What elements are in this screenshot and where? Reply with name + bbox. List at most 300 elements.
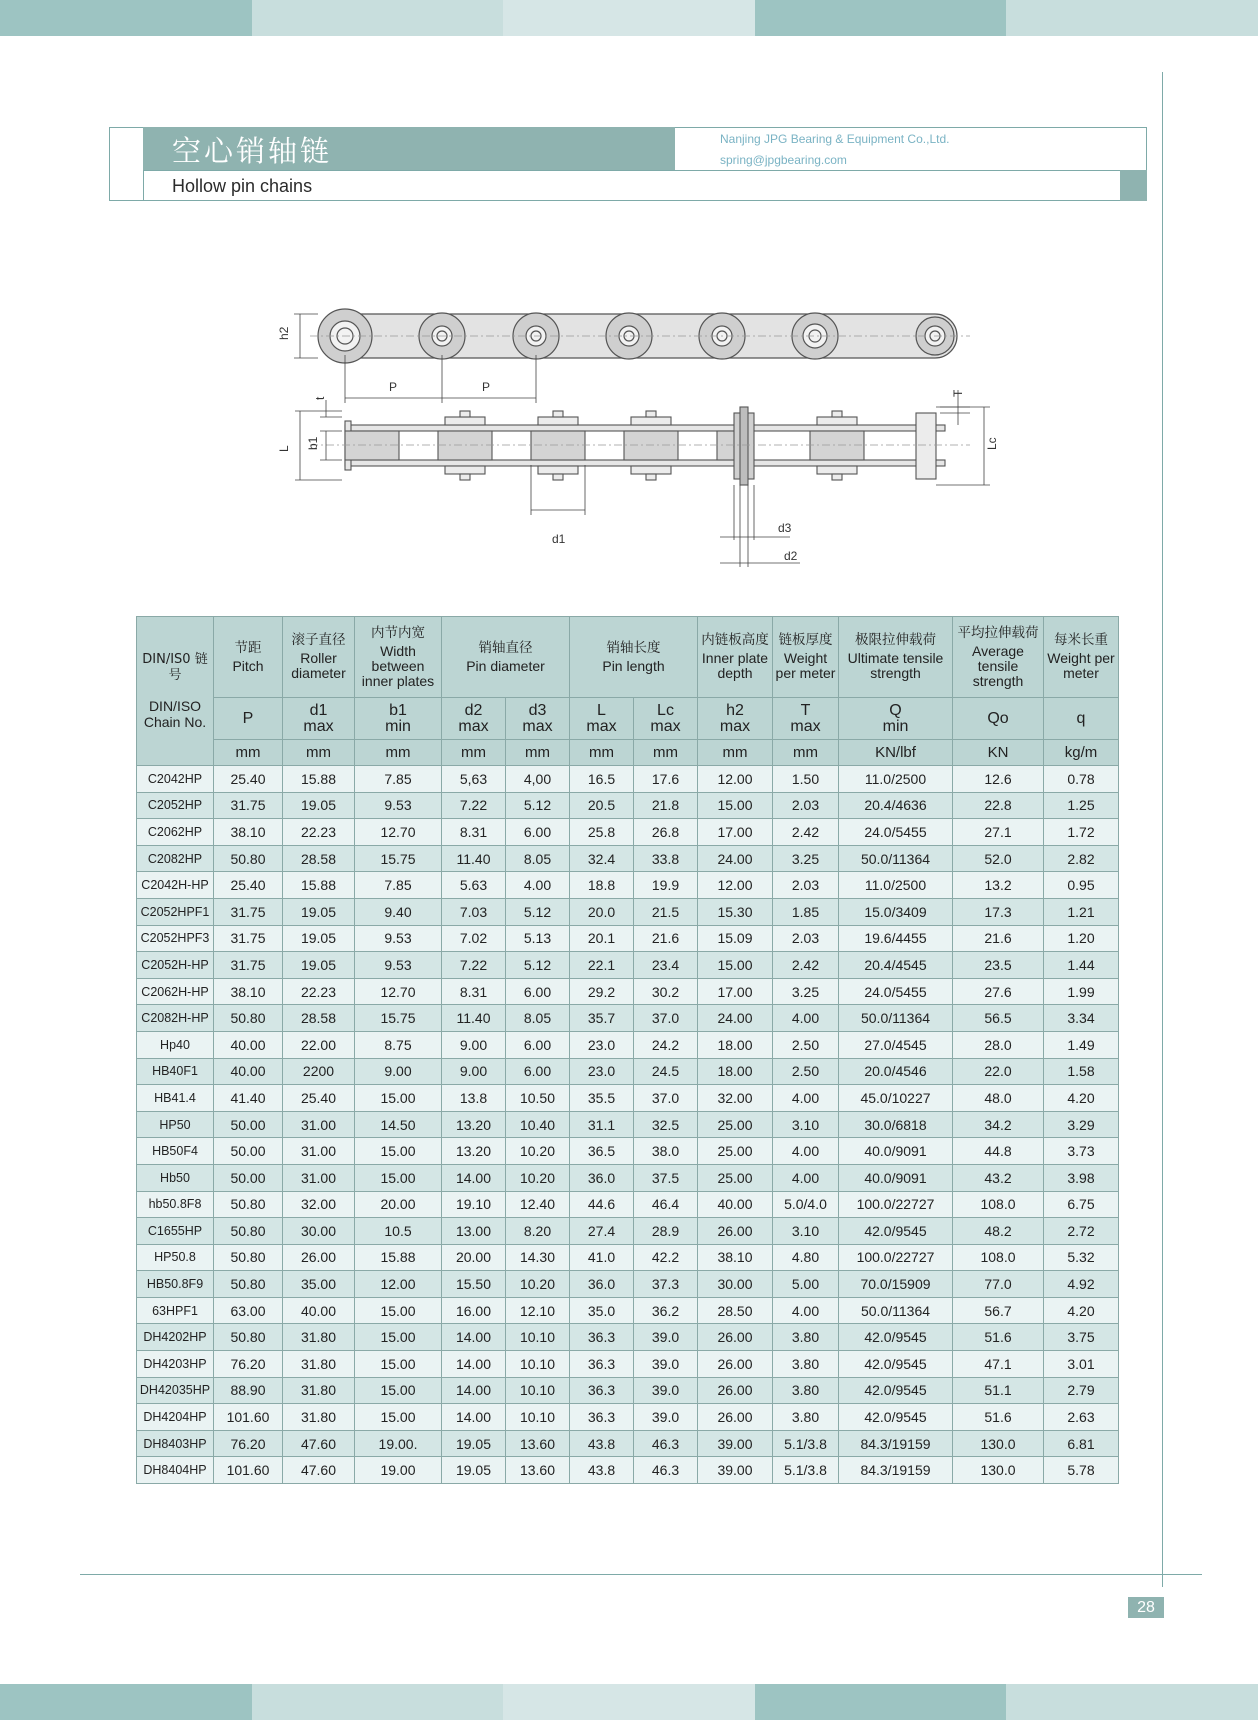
header-width — [355, 617, 442, 698]
table-cell: 8.05 — [506, 845, 570, 872]
table-cell: 19.05 — [283, 952, 355, 979]
table-cell: 26.00 — [698, 1351, 773, 1378]
table-cell: 3.01 — [1044, 1351, 1119, 1378]
header-model — [137, 617, 214, 766]
table-cell: 19.00 — [355, 1457, 442, 1484]
sym-l-qual: max — [586, 717, 617, 735]
table-cell: 8.31 — [442, 978, 506, 1005]
table-cell: 40.0/9091 — [839, 1138, 953, 1165]
sym-d1-qual: max — [303, 717, 334, 735]
chain-number-cell: DH4203HP — [137, 1351, 214, 1378]
sym-q-text: Q — [889, 701, 902, 719]
table-cell: 36.3 — [570, 1351, 634, 1378]
table-cell: 47.60 — [283, 1457, 355, 1484]
table-row — [137, 1138, 1119, 1165]
table-cell: 17.3 — [953, 898, 1044, 925]
sym-d2 — [442, 698, 506, 740]
unit-cell: mm — [506, 740, 570, 766]
table-cell: 41.0 — [570, 1244, 634, 1271]
label-t: t — [313, 396, 327, 400]
table-row — [137, 845, 1119, 872]
header-average-tensile — [953, 617, 1044, 698]
table-cell: 8.05 — [506, 1005, 570, 1032]
table-cell: 32.5 — [634, 1111, 698, 1138]
table-cell: 70.0/15909 — [839, 1271, 953, 1298]
table-cell: 15.00 — [355, 1138, 442, 1165]
table-cell: 4.20 — [1044, 1085, 1119, 1112]
table-cell: 13.2 — [953, 872, 1044, 899]
table-cell: 36.3 — [570, 1324, 634, 1351]
sym-l-text: L — [597, 701, 606, 719]
table-cell: 32.00 — [698, 1085, 773, 1112]
table-cell: 3.73 — [1044, 1138, 1119, 1165]
table-cell: 29.2 — [570, 978, 634, 1005]
sym-d3 — [506, 698, 570, 740]
table-cell: 15.0/3409 — [839, 898, 953, 925]
table-cell: 16.5 — [570, 766, 634, 793]
sym-h2-text: h2 — [726, 701, 744, 719]
table-cell: 22.23 — [283, 819, 355, 846]
table-cell: 0.78 — [1044, 766, 1119, 793]
table-cell: 34.2 — [953, 1111, 1044, 1138]
chain-number-cell: 63HPF1 — [137, 1297, 214, 1324]
header-ultimate-tensile-en: Ultimate tensile strength — [847, 650, 944, 681]
table-cell: 2200 — [283, 1058, 355, 1085]
chain-number-cell: HB50.8F9 — [137, 1271, 214, 1298]
sym-h2-qual: max — [719, 717, 751, 735]
table-cell: 5.1/3.8 — [773, 1430, 839, 1457]
table-cell: 22.8 — [953, 792, 1044, 819]
table-cell: 10.20 — [506, 1164, 570, 1191]
table-cell: 9.00 — [442, 1031, 506, 1058]
table-cell: 3.25 — [773, 845, 839, 872]
table-cell: 48.2 — [953, 1218, 1044, 1245]
table-row — [137, 1005, 1119, 1032]
table-cell: 31.75 — [214, 952, 283, 979]
table-cell: 42.0/9545 — [839, 1218, 953, 1245]
table-cell: 14.00 — [442, 1377, 506, 1404]
table-cell: 1.20 — [1044, 925, 1119, 952]
chain-number-cell: HP50 — [137, 1111, 214, 1138]
table-cell: 4.00 — [773, 1297, 839, 1324]
table-cell: 56.7 — [953, 1297, 1044, 1324]
table-cell: 2.03 — [773, 872, 839, 899]
header-pin-length-cn: 销轴长度 — [606, 639, 661, 656]
table-row — [137, 1324, 1119, 1351]
table-cell: 20.4/4636 — [839, 792, 953, 819]
header-roller-en: Roller diameter — [291, 650, 346, 681]
table-cell: 50.00 — [214, 1138, 283, 1165]
table-cell: 13.00 — [442, 1218, 506, 1245]
company-email: spring@jpgbearing.com — [720, 153, 847, 167]
sym-d1 — [283, 698, 355, 740]
table-cell: 50.80 — [214, 1271, 283, 1298]
table-cell: 31.80 — [283, 1324, 355, 1351]
table-cell: 44.8 — [953, 1138, 1044, 1165]
table-cell: 2.50 — [773, 1058, 839, 1085]
table-cell: 40.00 — [214, 1031, 283, 1058]
table-cell: 19.10 — [442, 1191, 506, 1218]
table-cell: 7.85 — [355, 766, 442, 793]
header-width-en: Width between inner plates — [361, 642, 435, 689]
table-cell: 7.85 — [355, 872, 442, 899]
table-cell: 10.20 — [506, 1138, 570, 1165]
table-cell: 50.00 — [214, 1111, 283, 1138]
table-cell: 5.12 — [506, 792, 570, 819]
sym-p-text: P — [242, 709, 254, 727]
header-plate-thickness-en: Weight per meter — [775, 650, 836, 681]
table-cell: 11.0/2500 — [839, 766, 953, 793]
table-cell: 39.0 — [634, 1324, 698, 1351]
header-pin-diameter-cn: 销轴直径 — [478, 639, 533, 656]
table-cell: 130.0 — [953, 1457, 1044, 1484]
table-cell: 4.00 — [773, 1164, 839, 1191]
label-l: L — [277, 445, 291, 452]
table-cell: 50.00 — [214, 1164, 283, 1191]
sym-d2-text: d2 — [464, 701, 483, 719]
chain-number-cell: DH8404HP — [137, 1457, 214, 1484]
table-cell: 24.0/5455 — [839, 819, 953, 846]
table-cell: 13.60 — [506, 1457, 570, 1484]
table-cell: 35.0 — [570, 1297, 634, 1324]
header-pin-diameter-en: Pin diameter — [466, 657, 545, 674]
table-cell: 50.0/11364 — [839, 845, 953, 872]
table-cell: 15.09 — [698, 925, 773, 952]
table-row — [137, 1111, 1119, 1138]
table-cell: 15.50 — [442, 1271, 506, 1298]
table-cell: 2.72 — [1044, 1218, 1119, 1245]
table-cell: 17.00 — [698, 819, 773, 846]
table-cell: 21.5 — [634, 898, 698, 925]
page-title-english: Hollow pin chains — [172, 176, 313, 196]
table-cell: 16.00 — [442, 1297, 506, 1324]
table-cell: 22.1 — [570, 952, 634, 979]
table-cell: 20.0 — [570, 898, 634, 925]
table-cell: 20.5 — [570, 792, 634, 819]
table-cell: 3.25 — [773, 978, 839, 1005]
sym-d1-text: d1 — [309, 701, 328, 719]
table-cell: 46.3 — [634, 1430, 698, 1457]
table-cell: 14.00 — [442, 1404, 506, 1431]
table-cell: 12.00 — [355, 1271, 442, 1298]
table-cell: 5.1/3.8 — [773, 1457, 839, 1484]
table-cell: 88.90 — [214, 1377, 283, 1404]
table-cell: 15.88 — [283, 766, 355, 793]
table-cell: 27.0/4545 — [839, 1031, 953, 1058]
table-cell: 5.78 — [1044, 1457, 1119, 1484]
table-row — [137, 898, 1119, 925]
unit-cell: mm — [634, 740, 698, 766]
table-row — [137, 1244, 1119, 1271]
table-cell: 37.5 — [634, 1164, 698, 1191]
table-cell: 25.00 — [698, 1111, 773, 1138]
table-cell: 41.40 — [214, 1085, 283, 1112]
table-cell: 24.00 — [698, 845, 773, 872]
table-cell: 42.0/9545 — [839, 1351, 953, 1378]
table-cell: 101.60 — [214, 1404, 283, 1431]
table-cell: 19.9 — [634, 872, 698, 899]
chain-number-cell: C1655HP — [137, 1218, 214, 1245]
table-cell: 5.32 — [1044, 1244, 1119, 1271]
table-cell: 14.50 — [355, 1111, 442, 1138]
table-cell: 15.00 — [355, 1351, 442, 1378]
header-plate-depth-cn: 内链板高度 — [701, 632, 769, 648]
table-cell: 8.31 — [442, 819, 506, 846]
table-cell: 8.20 — [506, 1218, 570, 1245]
table-cell: 23.5 — [953, 952, 1044, 979]
table-cell: 108.0 — [953, 1244, 1044, 1271]
table-cell: 31.75 — [214, 925, 283, 952]
chain-number-cell: C2052H-HP — [137, 952, 214, 979]
chain-number-cell: Hb50 — [137, 1164, 214, 1191]
header-row-units — [137, 740, 1119, 766]
sym-b1-qual: min — [385, 717, 411, 735]
table-cell: 23.0 — [570, 1058, 634, 1085]
table-cell: 4.20 — [1044, 1297, 1119, 1324]
table-cell: 5.00 — [773, 1271, 839, 1298]
table-cell: 30.00 — [283, 1218, 355, 1245]
table-cell: 26.00 — [283, 1244, 355, 1271]
table-cell: 39.0 — [634, 1351, 698, 1378]
label-t-plate: T — [951, 389, 965, 397]
chain-number-cell: C2062HP — [137, 819, 214, 846]
table-cell: 5,63 — [442, 766, 506, 793]
unit-cell: kg/m — [1044, 740, 1119, 766]
table-row — [137, 1404, 1119, 1431]
table-cell: 50.0/11364 — [839, 1297, 953, 1324]
table-cell: 31.00 — [283, 1111, 355, 1138]
unit-cell: mm — [442, 740, 506, 766]
table-cell: 19.05 — [283, 898, 355, 925]
unit-cell: mm — [214, 740, 283, 766]
sym-t-qual: max — [790, 717, 821, 735]
label-p2: P — [482, 380, 491, 394]
header-ultimate-tensile-cn: 极限拉伸载荷 — [855, 632, 936, 648]
unit-cell: mm — [698, 740, 773, 766]
chain-number-cell: HB40F1 — [137, 1058, 214, 1085]
table-cell: 9.53 — [355, 792, 442, 819]
table-cell: 30.2 — [634, 978, 698, 1005]
table-cell: 45.0/10227 — [839, 1085, 953, 1112]
table-cell: 20.4/4545 — [839, 952, 953, 979]
table-cell: 33.8 — [634, 845, 698, 872]
table-cell: 10.50 — [506, 1085, 570, 1112]
table-cell: 12.6 — [953, 766, 1044, 793]
table-cell: 26.00 — [698, 1324, 773, 1351]
label-d1: d1 — [552, 532, 566, 546]
table-cell: 3.10 — [773, 1218, 839, 1245]
bottom-stripe — [0, 1684, 1258, 1720]
header-average-tensile-en: Average tensile strength — [972, 642, 1024, 689]
table-cell: 28.58 — [283, 1005, 355, 1032]
table-cell: 23.0 — [570, 1031, 634, 1058]
table-row — [137, 1164, 1119, 1191]
table-cell: 2.42 — [773, 819, 839, 846]
table-cell: 18.8 — [570, 872, 634, 899]
unit-cell: mm — [355, 740, 442, 766]
table-cell: 77.0 — [953, 1271, 1044, 1298]
table-cell: 2.50 — [773, 1031, 839, 1058]
table-cell: 15.00 — [355, 1404, 442, 1431]
table-cell: 13.20 — [442, 1111, 506, 1138]
table-cell: 5.63 — [442, 872, 506, 899]
table-cell: 10.40 — [506, 1111, 570, 1138]
table-cell: 3.80 — [773, 1377, 839, 1404]
header-roller-cn: 滚子直径 — [291, 632, 346, 648]
table-cell: 1.72 — [1044, 819, 1119, 846]
header-plate-depth-en: Inner plate depth — [701, 650, 769, 681]
table-cell: 50.80 — [214, 845, 283, 872]
table-cell: 31.80 — [283, 1351, 355, 1378]
sym-h2 — [698, 698, 773, 740]
table-cell: 5.12 — [506, 898, 570, 925]
table-cell: 32.00 — [283, 1191, 355, 1218]
header-weight-en: Weight per meter — [1047, 650, 1115, 681]
header-weight-cn: 每米长重 — [1054, 632, 1108, 648]
table-cell: 4.00 — [506, 872, 570, 899]
table-cell: 20.1 — [570, 925, 634, 952]
header-row-names — [137, 617, 1119, 698]
table-cell: 19.05 — [442, 1457, 506, 1484]
sym-t-text: T — [800, 701, 811, 719]
table-cell: 15.00 — [355, 1164, 442, 1191]
table-cell: 44.6 — [570, 1191, 634, 1218]
table-cell: 50.0/11364 — [839, 1005, 953, 1032]
table-cell: 76.20 — [214, 1351, 283, 1378]
table-row — [137, 792, 1119, 819]
table-cell: 9.40 — [355, 898, 442, 925]
table-cell: 20.00 — [442, 1244, 506, 1271]
table-cell: 15.75 — [355, 845, 442, 872]
table-cell: 42.0/9545 — [839, 1404, 953, 1431]
table-cell: 4.92 — [1044, 1271, 1119, 1298]
header-model-en: DIN/ISO Chain No. — [143, 698, 207, 730]
table-cell: 17.6 — [634, 766, 698, 793]
table-cell: 30.00 — [698, 1271, 773, 1298]
table-cell: 42.0/9545 — [839, 1324, 953, 1351]
table-cell: 28.9 — [634, 1218, 698, 1245]
table-cell: 1.50 — [773, 766, 839, 793]
table-cell: 31.75 — [214, 792, 283, 819]
chain-number-cell: C2082H-HP — [137, 1005, 214, 1032]
table-cell: 7.03 — [442, 898, 506, 925]
table-cell: 31.00 — [283, 1164, 355, 1191]
table-cell: 13.20 — [442, 1138, 506, 1165]
table-cell: 20.00 — [355, 1191, 442, 1218]
table-cell: 31.80 — [283, 1377, 355, 1404]
table-cell: 32.4 — [570, 845, 634, 872]
table-cell: 13.8 — [442, 1085, 506, 1112]
table-body — [137, 766, 1119, 1484]
table-cell: 3.80 — [773, 1404, 839, 1431]
table-cell: 31.1 — [570, 1111, 634, 1138]
table-cell: 6.81 — [1044, 1430, 1119, 1457]
chain-number-cell: C2062H-HP — [137, 978, 214, 1005]
table-cell: 51.6 — [953, 1404, 1044, 1431]
table-cell: 4.80 — [773, 1244, 839, 1271]
table-cell: 2.42 — [773, 952, 839, 979]
table-cell: 3.10 — [773, 1111, 839, 1138]
table-cell: 22.23 — [283, 978, 355, 1005]
page-number: 28 — [1128, 1597, 1164, 1618]
header-plate-thickness-cn: 链板厚度 — [778, 632, 833, 648]
table-cell: 37.0 — [634, 1085, 698, 1112]
table-cell: 36.0 — [570, 1271, 634, 1298]
table-cell: 25.8 — [570, 819, 634, 846]
chain-number-cell: C2052HPF3 — [137, 925, 214, 952]
table-cell: 38.10 — [698, 1244, 773, 1271]
table-cell: 108.0 — [953, 1191, 1044, 1218]
chain-diagram — [270, 295, 1010, 585]
table-cell: 43.8 — [570, 1430, 634, 1457]
table-cell: 37.0 — [634, 1005, 698, 1032]
table-cell: 0.95 — [1044, 872, 1119, 899]
header-plate-thickness — [773, 617, 839, 698]
table-cell: 39.0 — [634, 1404, 698, 1431]
table-cell: 14.30 — [506, 1244, 570, 1271]
sym-l — [570, 698, 634, 740]
table-row — [137, 1218, 1119, 1245]
chain-number-cell: HP50.8 — [137, 1244, 214, 1271]
table-cell: 4.00 — [773, 1085, 839, 1112]
table-cell: 7.22 — [442, 952, 506, 979]
table-cell: 1.85 — [773, 898, 839, 925]
header-average-tensile-cn: 平均拉伸载荷 — [957, 624, 1039, 641]
table-cell: 38.0 — [634, 1138, 698, 1165]
table-cell: 19.05 — [442, 1430, 506, 1457]
chain-number-cell: DH42035HP — [137, 1377, 214, 1404]
label-p1: P — [389, 380, 398, 394]
table-row — [137, 1085, 1119, 1112]
table-cell: 24.00 — [698, 1005, 773, 1032]
header-pitch-en: Pitch — [232, 657, 264, 674]
table-cell: 5.13 — [506, 925, 570, 952]
spec-table — [136, 616, 1119, 1484]
table-cell: 13.60 — [506, 1430, 570, 1457]
page-title-chinese: 空心销轴链 — [172, 134, 333, 168]
table-cell: 47.1 — [953, 1351, 1044, 1378]
table-cell: 15.00 — [355, 1377, 442, 1404]
table-row — [137, 1271, 1119, 1298]
table-cell: 12.40 — [506, 1191, 570, 1218]
label-b1: b1 — [306, 436, 320, 450]
table-row — [137, 1457, 1119, 1484]
table-cell: 7.02 — [442, 925, 506, 952]
table-cell: 46.3 — [634, 1457, 698, 1484]
table-cell: 9.00 — [355, 1058, 442, 1085]
table-cell: 35.7 — [570, 1005, 634, 1032]
margin-rule — [1162, 72, 1163, 1587]
table-cell: 15.00 — [355, 1297, 442, 1324]
label-d3: d3 — [778, 521, 792, 535]
table-cell: 3.80 — [773, 1324, 839, 1351]
table-cell: 11.40 — [442, 845, 506, 872]
table-cell: 19.05 — [283, 925, 355, 952]
table-cell: 15.88 — [283, 872, 355, 899]
table-cell: 56.5 — [953, 1005, 1044, 1032]
label-h2: h2 — [277, 326, 291, 340]
table-cell: 4,00 — [506, 766, 570, 793]
table-cell: 36.5 — [570, 1138, 634, 1165]
title-accent-square — [1120, 170, 1147, 201]
table-cell: 22.0 — [953, 1058, 1044, 1085]
table-cell: 76.20 — [214, 1430, 283, 1457]
table-cell: 9.53 — [355, 925, 442, 952]
table-cell: 42.0/9545 — [839, 1377, 953, 1404]
table-cell: 18.00 — [698, 1031, 773, 1058]
table-cell: 25.40 — [214, 766, 283, 793]
table-cell: 9.53 — [355, 952, 442, 979]
